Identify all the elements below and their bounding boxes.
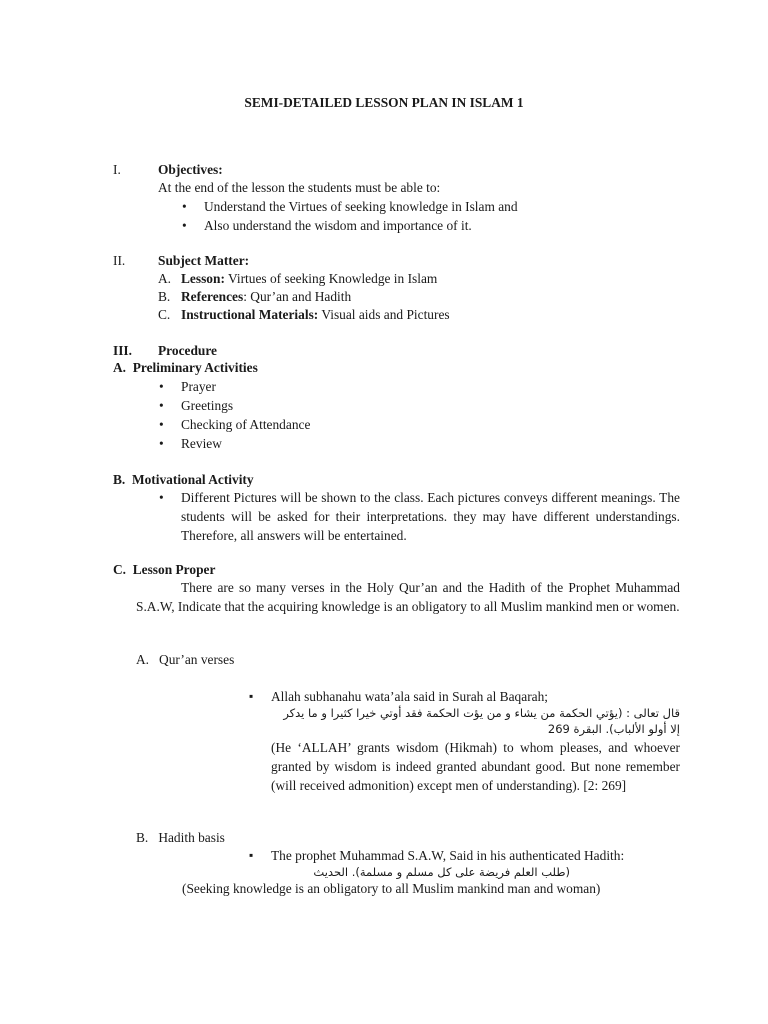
objectives-intro: At the end of the lesson the students must be able to: bbox=[158, 180, 441, 195]
hadith-translation: (Seeking knowledge is an obligatory to all Muslim mankind man and woman) bbox=[182, 881, 601, 896]
subject-item-materials bbox=[181, 305, 450, 324]
section-numeral-3: III. bbox=[113, 343, 132, 358]
subject-item-label: Instructional Materials: bbox=[181, 307, 319, 322]
preliminary-heading: A. Preliminary Activities bbox=[113, 360, 258, 375]
motivational-heading: B. Motivational Activity bbox=[113, 472, 254, 487]
quran-bullet: ▪ Allah subhanahu wata’ala said in Surah al Baqarah; bbox=[271, 687, 548, 706]
section-numeral-1: I. bbox=[113, 162, 121, 177]
hadith-basis-label: B. Hadith basis bbox=[136, 830, 225, 845]
lesson-proper-heading: C. Lesson Proper bbox=[113, 562, 216, 577]
motivational-text: • Different Pictures will be shown to the class. Each pictures conveys different meanings. The students will be asked for their interpretations. they may have different understandings. Therefore, all answers will be entertained. bbox=[181, 488, 680, 545]
subject-item-letter: A. bbox=[158, 271, 172, 286]
section-numeral-2: II. bbox=[113, 253, 126, 268]
subject-matter-heading: Subject Matter: bbox=[158, 253, 250, 268]
preliminary-item: • Checking of Attendance bbox=[181, 415, 310, 434]
subject-item-label: References bbox=[181, 289, 244, 304]
hadith-arabic: (طلب العلم فريضة على كل مسلم و مسلمة). الحديث bbox=[313, 865, 570, 879]
quran-arabic-line-2: إلا أولو الألباب). البقرة 269 bbox=[547, 722, 680, 736]
objective-item: • Also understand the wisdom and importance of it. bbox=[204, 216, 472, 235]
subject-item-lesson bbox=[181, 269, 437, 288]
subject-item-letter: C. bbox=[158, 307, 171, 322]
page-title: SEMI-DETAILED LESSON PLAN IN ISLAM 1 bbox=[244, 95, 524, 110]
subject-item-value: : Qur’an and Hadith bbox=[243, 289, 352, 304]
hadith-bullet: ▪ The prophet Muhammad S.A.W, Said in his authenticated Hadith: bbox=[271, 846, 624, 865]
subject-item-value: Virtues of seeking Knowledge in Islam bbox=[224, 271, 438, 286]
quran-arabic-line-1: قال تعالى : (يؤتي الحكمة من يشاء و من يؤت الحكمة فقد أوتي خيرا كثيرا و ما يدكر bbox=[283, 706, 680, 720]
lesson-proper-paragraph: There are so many verses in the Holy Qur’an and the Hadith of the Prophet Muhammad S.A.W, Indicate that the acquiring knowledge is an obligatory to all Muslim mankind men or women. bbox=[136, 580, 680, 614]
subject-item-value: Visual aids and Pictures bbox=[318, 307, 450, 322]
objective-item: • Understand the Virtues of seeking knowledge in Islam and bbox=[204, 197, 518, 216]
quran-verses-label: A. Qur’an verses bbox=[136, 652, 235, 667]
preliminary-item: • Review bbox=[181, 434, 222, 453]
preliminary-item: • Greetings bbox=[181, 396, 233, 415]
subject-item-label: Lesson: bbox=[181, 271, 225, 286]
objectives-heading: Objectives: bbox=[158, 162, 223, 177]
quran-translation: (He ‘ALLAH’ grants wisdom (Hikmah) to whom pleases, and whoever granted by wisdom is indeed granted abundant good. But none remember (will received admonition) except men of understanding). [2: 269] bbox=[271, 740, 680, 793]
subject-item-letter: B. bbox=[158, 289, 171, 304]
procedure-heading: Procedure bbox=[158, 343, 218, 358]
subject-item-references bbox=[181, 287, 351, 306]
preliminary-item: • Prayer bbox=[181, 377, 216, 396]
